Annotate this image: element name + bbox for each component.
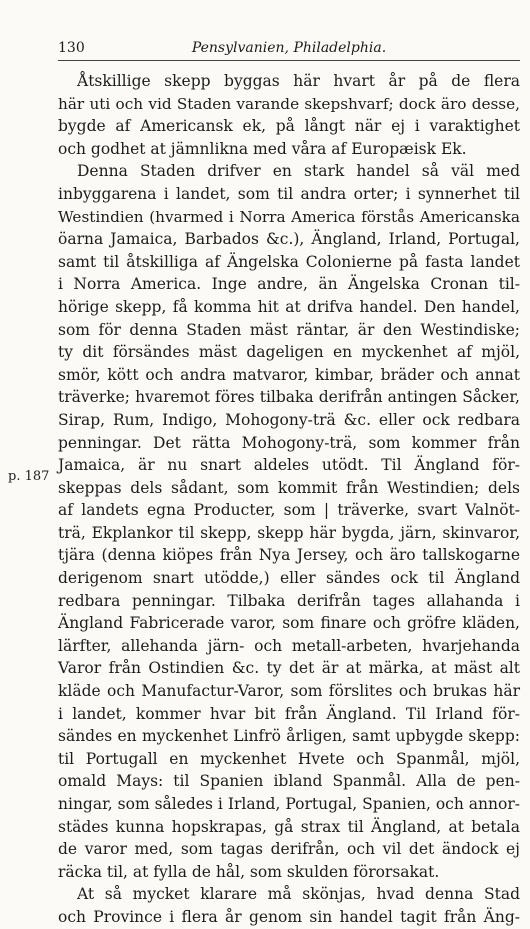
text-line: tjära (denna kiöpes från Nya Jersey, och äro tallskogarne [58,546,520,565]
running-title: Pensylvanien, Philadelphia. [191,40,387,56]
text-line: redbara penningar. Tilbaka derifrån tages allahanda i [58,591,520,610]
header-rule [58,60,520,61]
text-line: här uti och vid Staden varande skepshvarf; dock äro desse, [58,94,520,113]
text-line: Westindien (hvarmed i Norra America förstås Americanska [58,207,520,226]
text-line: Jamaica, är nu snart aldeles utödt. Til Ängland för- [58,456,520,475]
text-line: öarna Jamaica, Barbados &c.), Ängland, Irland, Portugal, [58,230,520,249]
text-line: som för denna Staden mäst räntar, är den Westindiske; [58,320,520,339]
text-line: af landets egna Producter, som | träverke, svart Valnöt- [58,501,520,520]
text-line: skeppas dels sådant, som kommit från Westindien; dels [58,478,520,497]
text-line: ningar, som således i Irland, Portugal, Spanien, och annor- [58,795,520,813]
text-line: och Province i flera år genom sin handel tagit från Äng- [58,907,520,926]
text-line: i landet, kommer hvar bit från Ängland. Til Irland för- [58,704,520,723]
text-line: sändes en myckenhet Linfrö årligen, samt upbygde skepp: [58,727,520,746]
text-line: smör, kött och andra matvaror, kimbar, bräder och annat [58,365,520,384]
text-line: til Portugall en myckenhet Hvete och Spanmål, mjöl, [58,749,520,768]
text-line: städes kunna hopskrapas, gå strax til Ängland, at betala [58,817,520,836]
text-line: bygde af Americansk ek, på långt när ej i varaktighet [58,117,520,136]
text-line: räcka til, at fylla de hål, som skulden förorsakat. [58,862,440,881]
text-line: omald Mays: til Spanien ibland Spanmål. Alla de pen- [58,772,520,791]
text-line: kläde och Manufactur-Varor, som förslites och brukas här [58,682,520,701]
text-line: inbyggarena i landet, som til andra orter; i synnerhet til [58,184,520,203]
text-line: trä, Ekplankor til skepp, skepp här bygda, järn, skinvaror, [58,523,520,542]
text-line: träverke; hvaremot föres tilbaka derifrån antingen Såcker, [58,388,520,407]
text-line: Denna Staden drifver en stark handel så väl med [77,162,520,181]
text-line: lärfter, allehanda järn- och metall-arbeten, hvarjehanda [58,636,520,655]
text-line: Sirap, Rum, Indigo, Mohogony-trä &c. eller ock redbara [58,410,520,429]
text-line: At så mycket klarare må skönjas, hvad denna Stad [77,885,520,904]
text-line: i Norra America. Inge andre, än Ängelska Cronan til- [58,275,520,294]
text-line: Varor från Ostindien &c. ty det är at märka, at mäst alt [58,659,520,678]
text-line: samt til åtskilliga af Ängelska Colonierne på fasta landet [58,252,520,271]
body-text [58,70,520,929]
text-line: de varor med, som tagas derifrån, och vil det ändock ej [58,840,520,859]
text-line: penningar. Det rätta Mohogony-trä, som kommer från [58,433,520,452]
text-line: ty dit försändes mäst dageligen en myckenhet af mjöl, [58,343,520,362]
text-line: Ängland Fabricerade varor, som finare och gröfre kläden, [58,614,520,633]
page-header [58,40,520,60]
text-line: Åtskillige skepp byggas här hvart år på de flera [77,72,520,90]
page-number: 130 [58,40,85,56]
text-line: och godhet at jämnlikna med våra af Europæisk Ek. [58,139,467,158]
text-line: derigenom snart utödde,) eller sändes ock til Ängland [58,569,520,588]
margin-page-reference: p. 187 [8,469,50,484]
text-line: hörige skepp, få komma hit at drifva handel. Den handel, [58,297,520,316]
